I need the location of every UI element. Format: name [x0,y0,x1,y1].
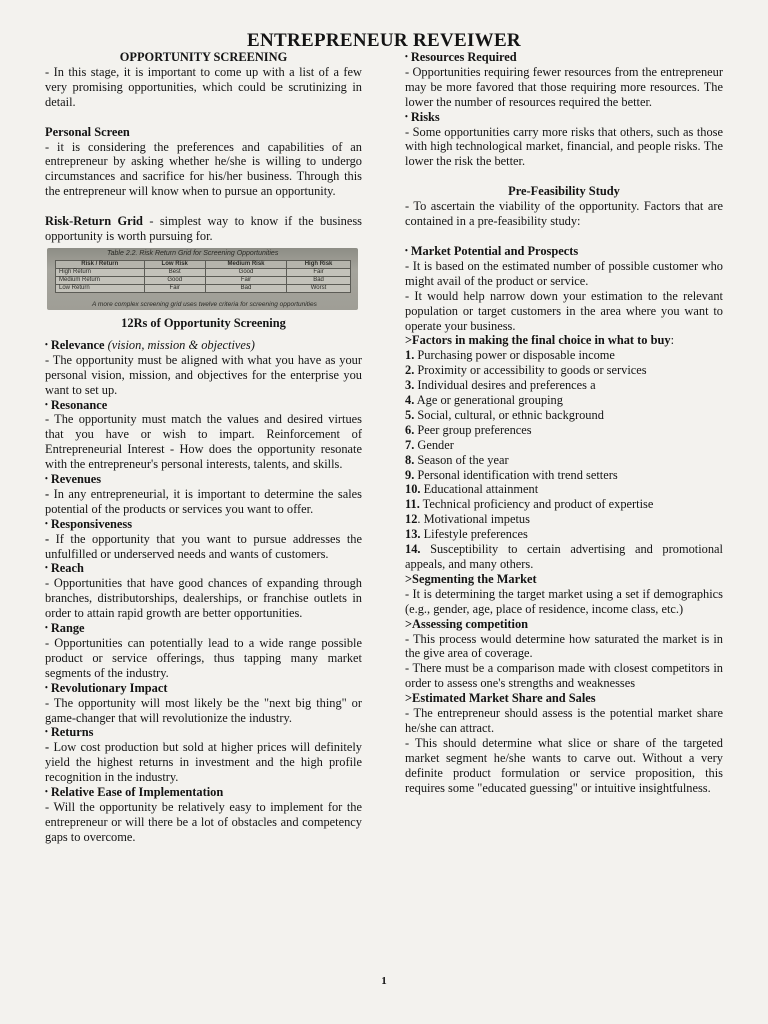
table-cell: High Return [56,268,145,276]
table-cell: Bad [205,284,286,292]
revolutionary-impact-heading: • Revolutionary Impact [45,681,362,696]
market-share-heading: >Estimated Market Share and Sales [405,691,596,706]
list-item: 1. Purchasing power or disposable income [405,348,615,363]
table-row [56,276,351,284]
list-item: 2. Proximity or accessibility to goods or services [405,363,647,378]
right-column [405,50,723,796]
segmenting-heading: >Segmenting the Market [405,571,537,586]
market-share-text-1: - The entrepreneur should assess is the potential market share he/she can attract. [405,706,723,735]
market-potential-text-1: - It is based on the estimated number of possible customer who might avail of the product or service. [405,258,723,288]
factors-colon: : [670,333,675,348]
list-item: 14. Susceptibility to certain advertising and promotional appeals, and many others. [405,542,723,571]
risks-text: - Some opportunities carry more risks that others, such as those with high technological market, financial, and people risks. The lower the risk the better. [405,124,723,169]
list-item: 3. Individual desires and preferences a [405,378,596,393]
revenues-paragraph: - In any entrepreneurial, it is important to determine the sales potential of the products or services you want to offer. [45,486,362,516]
assessing-competition-heading: >Assessing competition [405,616,529,631]
resources-required-text: - Opportunities requiring fewer resources from the entrepreneur may be more favored that those requiring more resources. The lower the number of resources required the better. [405,64,723,109]
market-share-text-2: - This should determine what slice or share of the targeted market segment he/she wants to carve out. Without a very definite product formulation or service proposition, this requires some "educated guessing" or intuitive insightfulness. [405,735,723,795]
personal-screen-text: - it is considering the preferences and capabilities of an entrepreneur by asking whether he/she is willing to undergo circumstances and sacrifice for his/her business. Through this the entrepreneur will know when to pursue an opportunity. [45,139,362,199]
table-cell: Fair [144,284,205,292]
list-item: 4. Age or generational grouping [405,393,563,408]
table-cell: Good [205,268,286,276]
table-footnote: A more complex screening grid uses twelve criteria for screening opportunities [92,300,317,308]
segmenting-text: - It is determining the target market using a set if demographics (e.g., gender, age, place of residence, income class, etc.) [405,586,723,616]
resonance-text: - The opportunity must match the values and desired virtues that you have or wish to impart. Reinforcement of Entrepreneurial Interest - How does the opportunity resonate with the entrepreneur's personal interests, talents, and skills. [45,412,362,472]
market-potential-heading: • Market Potential and Prospects [405,244,723,259]
revolutionary-impact-text: - The opportunity will most likely be the "next big thing" or game-changer that will revolutionize the industry. [45,695,362,725]
list-item: 12. Motivational impetus [405,512,530,527]
list-item: 11. Technical proficiency and product of expertise [405,497,654,512]
responsiveness-text: If the opportunity that you want to pursue addresses the unfulfilled or underserved needs and wants of customers. [45,531,362,561]
relevance-text: - The opportunity must be aligned with what you have as your personal vision, mission, and objectives for the enterprise you want to set up. [45,352,362,397]
pre-feasibility-heading: Pre-Feasibility Study [508,184,620,199]
list-item: 7. Gender [405,437,454,452]
revenues-heading: • Revenues [45,472,362,487]
returns-heading: • Returns [45,725,362,740]
list-item: 10. Educational attainment [405,482,539,497]
market-potential-text-2: - It would help narrow down your estimation to the relevant population or target customers in the area where you want to operate your business. [405,288,723,333]
left-column [45,50,362,845]
table-cell: Good [144,276,205,284]
opportunity-screening-heading: OPPORTUNITY SCREENING [119,50,288,64]
risk-return-text: - simplest way to know if the business opportunity is worth pursuing for. [45,214,362,244]
factors-list [405,348,723,572]
table-cell: Fair [205,276,286,284]
table-row [56,284,351,292]
table-row [56,268,351,276]
relevance-heading: • Relevance [45,338,104,352]
table-caption: Table 2.2. Risk Return Grid for Screening Opportunities [107,249,279,257]
assessing-competition-text-1: - This process would determine how saturated the market is in the give area of coverage. [405,631,723,661]
list-item: 5. Social, cultural, or ethnic background [405,407,604,422]
risks-heading: • Risks [405,110,723,125]
list-item: 6. Peer group preferences [405,422,532,437]
range-text: - Opportunities can potentially lead to a wide range possible product or service offerings, thus tapping many market segments of the industry. [45,636,362,680]
responsiveness-paragraph: - If the opportunity that you want to pursue addresses the unfulfilled or underserved needs and wants of customers. [45,531,362,561]
table-header-cell: Medium Risk [205,260,286,268]
table-cell: Medium Return [56,276,145,284]
page-number: 1 [381,975,387,987]
document-title: ENTREPRENEUR REVEIWER [247,30,521,51]
table-cell: Best [144,268,205,276]
resonance-heading: • Resonance [45,398,362,413]
personal-screen-heading: Personal Screen [45,124,130,139]
resources-required-heading: • Resources Required [405,50,723,65]
range-heading: • Range [45,621,362,636]
relative-ease-text: - Will the opportunity be relatively easy to implement for the entrepreneur or will there be a lot of obstacles and competency gaps to overcome. [45,799,362,844]
responsiveness-heading: • Responsiveness [45,517,362,532]
reach-heading: • Reach [45,561,362,576]
table-cell: Bad [287,276,351,284]
pre-feasibility-text: - To ascertain the viability of the opportunity. Factors that are contained in a pre-feasibility study: [405,199,723,229]
table-header-cell: Low Risk [144,260,205,268]
risk-return-label: Risk-Return Grid [45,214,143,229]
relative-ease-heading: • Relative Ease of Implementation [45,785,362,800]
risk-return-table-photo [47,248,358,310]
revenues-text: In any entrepreneurial, it is important to determine the sales potential of the products or services you want to offer. [45,486,362,516]
factors-heading: >Factors in making the final choice in what to buy [405,333,671,348]
reach-text: - Opportunities that have good chances of expanding through branches, distributorships, dealerships, or franchise outlets in order to attain rapid growth are better opportunities. [45,576,362,621]
relevance-note: (vision, mission & objectives) [107,337,255,352]
factors-heading-line [405,333,723,348]
returns-text: Low cost production but sold at higher prices will definitely yield the highest returns in investment and the high profile recognition in the industry. [45,740,362,785]
list-item: 13. Lifestyle preferences [405,527,528,542]
list-item: 8. Season of the year [405,452,509,467]
relevance-heading-line [45,338,362,353]
assessing-competition-text-2: - There must be a comparison made with closest competitors in order to assess one's strengths and weaknesses [405,661,723,691]
risk-return-table [55,260,351,293]
twelve-rs-heading: 12Rs of Opportunity Screening [121,315,286,330]
returns-paragraph: - Low cost production but sold at higher prices will definitely yield the highest returns in investment and the high profile recognition in the industry. [45,740,362,785]
opportunity-screening-text: - In this stage, it is important to come up with a list of a few very promising opportunities, which could be scrutinizing in detail. [45,64,362,109]
table-header-cell: Risk / Return [56,260,145,268]
risk-return-paragraph [45,214,362,244]
table-cell: Fair [287,268,351,276]
table-header-cell: High Risk [287,260,351,268]
table-cell: Low Return [56,284,145,292]
list-item: 9. Personal identification with trend setters [405,467,618,482]
table-cell: Worst [287,284,351,292]
